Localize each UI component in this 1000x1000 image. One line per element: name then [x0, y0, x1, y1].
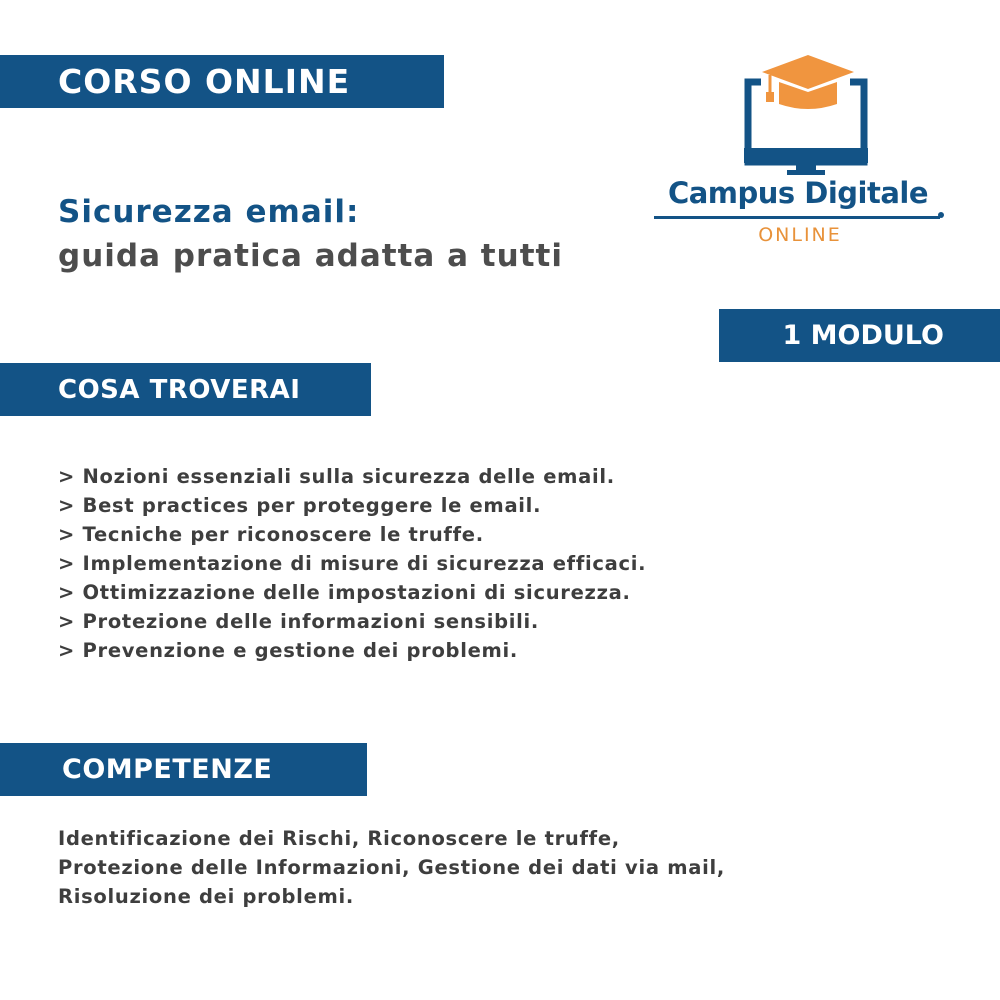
course-title-line-1: Sicurezza email: [58, 194, 360, 230]
logo-underline [654, 216, 940, 219]
list-item: > Best practices per proteggere le email. [58, 491, 646, 520]
features-heading: COSA TROVERAI [58, 374, 301, 405]
course-type-label: CORSO ONLINE [58, 62, 351, 101]
list-item: > Protezione delle informazioni sensibili. [58, 607, 646, 636]
skills-line: Risoluzione dei problemi. [58, 885, 355, 908]
graduation-cap-monitor-icon [648, 52, 948, 177]
module-count-label: 1 MODULO [782, 320, 944, 351]
list-item: > Tecniche per riconoscere le truffe. [58, 520, 646, 549]
campus-digitale-logo [648, 52, 948, 252]
list-item: > Implementazione di misure di sicurezza efficaci. [58, 549, 646, 578]
list-item: > Nozioni essenziali sulla sicurezza delle email. [58, 462, 646, 491]
logo-subtitle: ONLINE [758, 224, 842, 246]
skills-heading-banner [0, 743, 367, 796]
features-list [58, 462, 646, 665]
logo-name: Campus Digitale [667, 176, 929, 210]
logo-dot [938, 212, 944, 218]
skills-heading: COMPETENZE [62, 754, 273, 785]
course-type-banner [0, 55, 444, 108]
list-item: > Prevenzione e gestione dei problemi. [58, 636, 646, 665]
skills-text [58, 824, 778, 911]
module-count-banner [719, 309, 1000, 362]
list-item: > Ottimizzazione delle impostazioni di sicurezza. [58, 578, 646, 607]
course-title-line-2: guida pratica adatta a tutti [58, 238, 563, 274]
skills-line: Identificazione dei Rischi, Riconoscere le truffe, [58, 827, 620, 850]
skills-line: Protezione delle Informazioni, Gestione dei dati via mail, [58, 856, 725, 879]
features-heading-banner [0, 363, 371, 416]
